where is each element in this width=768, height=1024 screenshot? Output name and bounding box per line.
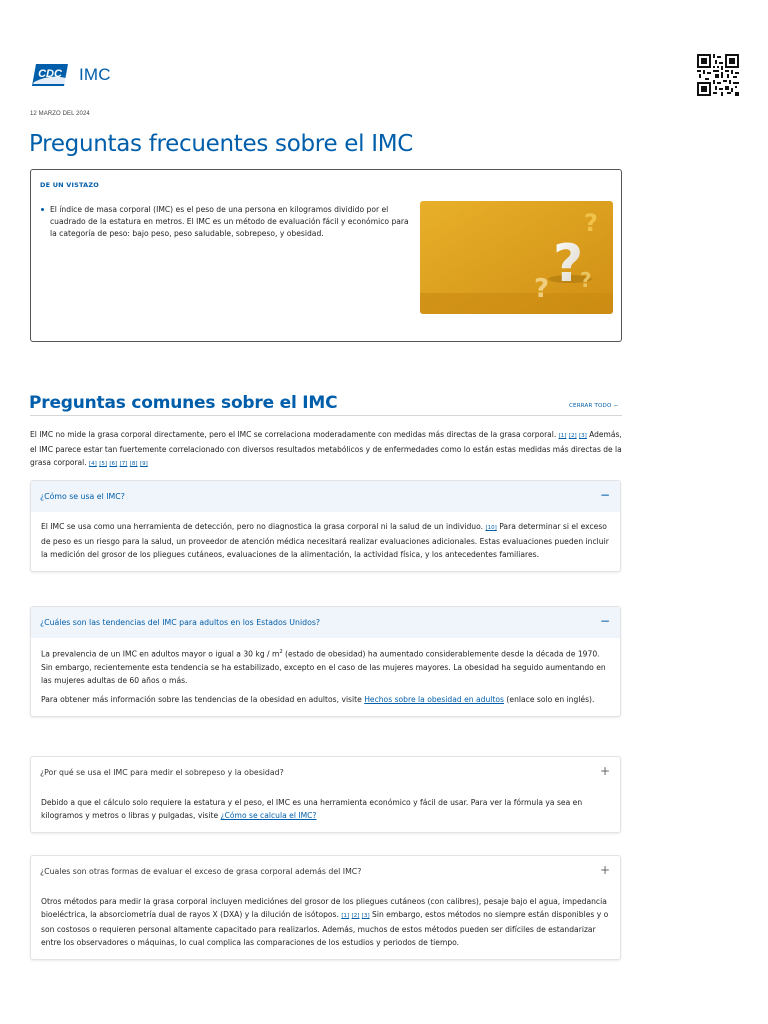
accordion-header[interactable] xyxy=(31,607,620,638)
at-a-glance-box xyxy=(30,169,622,342)
ref-link[interactable]: [3] xyxy=(361,913,370,919)
section-intro xyxy=(30,428,622,471)
expand-icon[interactable]: + xyxy=(599,863,610,877)
ref-link[interactable]: [10] xyxy=(485,525,497,531)
accordion-text: El IMC se usa como una herramienta de detección, pero no diagnostica la grasa corporal ni la salud de un individuo. xyxy=(41,522,484,531)
accordion-body xyxy=(31,638,620,716)
qr-code xyxy=(697,54,739,96)
at-a-glance-bullet: El índice de masa corporal (IMC) es el peso de una persona en kilogramos dividido por el cuadrado de la estatura en metros. El IMC es un método de evaluación fácil y económico para la categoría de peso: bajo peso, peso saludable, sobrepeso, y obesidad. xyxy=(40,204,415,240)
at-a-glance-label: DE UN VISTAZO xyxy=(40,181,100,189)
adult-obesity-facts-link[interactable]: Hechos sobre la obesidad en adultos xyxy=(364,694,505,704)
superscript: 2 xyxy=(279,649,283,655)
accordion-text: Debido a que el cálculo solo requiere la estatura y el peso, el IMC es una herramienta económico y fácil de usar. Para ver la fórmula ya sea en kilogramos y metros o libras y pulgadas, visite xyxy=(41,798,583,820)
accordion-item xyxy=(30,480,621,572)
ref-link[interactable]: [1] xyxy=(341,913,350,919)
close-all-button[interactable]: CERRAR TODO − xyxy=(569,403,619,409)
at-a-glance-list xyxy=(40,204,415,240)
publish-date: 12 MARZO DEL 2024 xyxy=(30,111,90,117)
section-title: Preguntas comunes sobre el IMC xyxy=(29,393,338,413)
cdc-logo-text: CDC xyxy=(38,68,62,80)
accordion-body xyxy=(31,887,620,959)
section-divider xyxy=(30,415,622,416)
accordion-text: La prevalencia de un IMC en adultos mayor o igual a 30 kg / m xyxy=(41,649,280,659)
ref-link[interactable]: [9] xyxy=(139,461,148,467)
ref-link[interactable]: [8] xyxy=(129,461,138,467)
ref-link[interactable]: [4] xyxy=(89,461,97,467)
ref-link[interactable]: [7] xyxy=(119,461,128,467)
accordion-question: ¿Cuales son otras formas de evaluar el exceso de grasa corporal además del IMC? xyxy=(40,867,362,876)
question-marks-image xyxy=(420,201,613,314)
ref-link[interactable]: [1] xyxy=(558,433,567,439)
ref-link[interactable]: [6] xyxy=(109,461,118,467)
bmi-calculation-link[interactable]: ¿Cómo se calcula el IMC? xyxy=(220,811,317,820)
collapse-icon[interactable]: − xyxy=(599,614,610,628)
ref-link[interactable]: [3] xyxy=(578,433,587,439)
accordion-text: (estado de obesidad) ha aumentado considerablemente desde la década de 1970. Sin embargo, recientemente esta tendencia se ha estabilizado, excepto en el caso de las mujeres mayores. La obesidad ha seguido aumentando en las mujeres adultas de 60 años o más. xyxy=(41,649,606,685)
site-header xyxy=(30,62,111,88)
ref-link[interactable]: [2] xyxy=(351,913,360,919)
svg-text:?: ? xyxy=(580,268,592,292)
svg-text:?: ? xyxy=(553,234,584,294)
accordion-question: ¿Por qué se usa el IMC para medir el sobrepeso y la obesidad? xyxy=(40,768,284,777)
collapse-icon[interactable]: − xyxy=(599,488,610,502)
expand-icon[interactable]: + xyxy=(599,764,610,778)
accordion-item xyxy=(30,606,621,717)
accordion-text: Para obtener más información sobre las tendencias de la obesidad en adultos, visite xyxy=(41,694,365,704)
ref-link[interactable]: [2] xyxy=(568,433,577,439)
intro-text-b: Además, el IMC parece estar tan fuertemente correlacionado con diversos resultados metabólicos y de enfermedades como lo están estas medidas más directas de la grasa corporal. xyxy=(30,430,622,467)
accordion-text: (enlace solo en inglés). xyxy=(504,694,595,704)
accordion-header[interactable] xyxy=(31,481,620,512)
svg-text:?: ? xyxy=(584,209,598,237)
ref-link[interactable]: [5] xyxy=(99,461,107,467)
accordion-question: ¿Cuáles son las tendencias del IMC para adultos en los Estados Unidos? xyxy=(40,618,321,627)
cdc-logo[interactable] xyxy=(30,62,70,88)
accordion-header[interactable] xyxy=(31,757,620,788)
accordion-text: Para determinar si el exceso de peso es un riesgo para la salud, un proveedor de atención médica necesitará realizar evaluaciones adicionales. Estas evaluaciones pueden incluir la medición del grosor de los pliegues cutáneos, evaluaciones de la alimentación, la actividad física, y los antecedentes familiares. xyxy=(41,522,609,559)
accordion-body xyxy=(31,788,620,832)
intro-text-a: El IMC no mide la grasa corporal directamente, pero el IMC se correlaciona moderadamente con medidas más directas de la grasa corporal. xyxy=(30,430,557,439)
accordion-text: Sin embargo, estos métodos no siempre están disponibles y o son costosos o requieren personal altamente capacitado para realizarlos. Además, muchos de estos métodos pueden ser difíciles de estandarizar entre los observadores o máquinas, lo cual complica las comparaciones de los estudios y periodos de tiempo. xyxy=(41,910,609,947)
page-title: Preguntas frecuentes sobre el IMC xyxy=(29,131,414,157)
svg-text:?: ? xyxy=(534,274,550,304)
accordion-body xyxy=(31,512,620,571)
accordion-question: ¿Cómo se usa el IMC? xyxy=(40,492,125,501)
accordion-item xyxy=(30,855,621,960)
accordion-item xyxy=(30,756,621,833)
site-title[interactable]: IMC xyxy=(79,65,111,84)
accordion-header[interactable] xyxy=(31,856,620,887)
accordion-text: Otros métodos para medir la grasa corporal incluyen mediciónes del grosor de los pliegues cutáneos (con calibres), pesaje bajo el agua, impedancia bioeléctrica, la absorciometría dual de rayos X (DXA) y la dilución de isótopos. xyxy=(41,897,607,919)
